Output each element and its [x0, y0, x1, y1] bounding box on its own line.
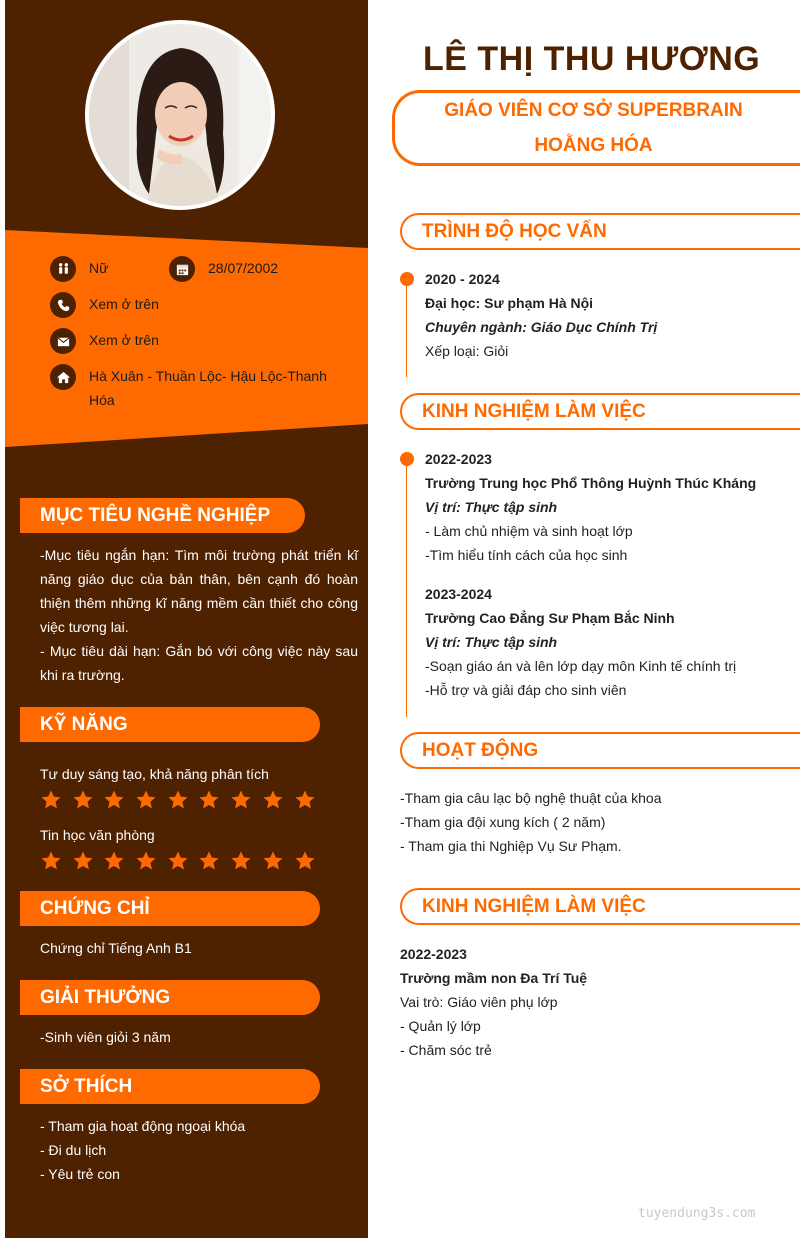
timeline-dot [400, 272, 414, 286]
job-organization: Trường Trung học Phổ Thông Huỳnh Thúc Kháng [425, 475, 757, 491]
star-icon [167, 789, 189, 811]
job-period: 2023-2024 [425, 586, 492, 602]
certificates-heading: CHỨNG CHỈ [20, 891, 320, 926]
address-line-1: Hà Xuân - Thuần Lộc- Hậu Lộc-Thanh [89, 368, 327, 384]
objective-line: thiện thêm những kĩ năng mềm cần thiết cho công [40, 595, 358, 611]
calendar-icon [169, 256, 195, 282]
email-text: Xem ở trên [89, 332, 159, 348]
education-heading: TRÌNH ĐỘ HỌC VẤN [400, 213, 800, 250]
gender-icon [50, 256, 76, 282]
job-task: - Quản lý lớp [400, 1018, 481, 1034]
star-icon [198, 850, 220, 872]
hobby-item: - Tham gia hoạt động ngoại khóa [40, 1118, 246, 1134]
star-icon [230, 789, 252, 811]
job-task: -Soạn giáo án và lên lớp dạy môn Kinh tế chính trị [425, 658, 737, 674]
skill-rating [40, 850, 325, 872]
activity-item: -Tham gia câu lạc bộ nghệ thuật của khoa [400, 790, 662, 806]
email-row [50, 328, 159, 354]
star-icon [167, 850, 189, 872]
job-task: - Chăm sóc trẻ [400, 1042, 492, 1058]
hobbies-list [40, 1114, 358, 1186]
star-icon [262, 789, 284, 811]
star-icon [135, 789, 157, 811]
activity-item: - Tham gia thi Nghiệp Vụ Sư Phạm. [400, 838, 622, 854]
birthdate-text: 28/07/2002 [208, 260, 279, 276]
objective-line: - Mục tiêu dài hạn: Gắn bó với công việc này sau [40, 643, 358, 659]
address-row [50, 364, 327, 412]
mail-icon [50, 328, 76, 354]
education-major: Chuyên ngành: Giáo Dục Chính Trị [425, 319, 658, 335]
star-icon [294, 789, 316, 811]
skill-label: Tin học văn phòng [40, 827, 155, 843]
timeline-line [406, 459, 407, 717]
star-icon [262, 850, 284, 872]
star-icon [40, 789, 62, 811]
hobby-item: - Yêu trẻ con [40, 1166, 120, 1182]
star-icon [103, 789, 125, 811]
objective-text [40, 543, 358, 687]
skill-rating [40, 789, 325, 811]
candidate-name: LÊ THỊ THU HƯƠNG [423, 40, 761, 78]
education-grade: Xếp loại: Giỏi [425, 343, 509, 359]
job-task: - Làm chủ nhiệm và sinh hoạt lớp [425, 523, 633, 539]
job-period: 2022-2023 [425, 451, 492, 467]
hobbies-heading: SỞ THÍCH [20, 1069, 320, 1104]
birthdate-row [169, 256, 278, 282]
experience-heading-2: KINH NGHIỆM LÀM VIỆC [400, 888, 800, 925]
activity-item: -Tham gia đội xung kích ( 2 năm) [400, 814, 606, 830]
address-line-2: Hóa [89, 392, 115, 408]
job-role: Vai trò: Giáo viên phụ lớp [400, 994, 558, 1010]
gender-row [50, 256, 108, 282]
watermark: tuyendung3s.com [638, 1206, 756, 1221]
star-icon [72, 850, 94, 872]
awards-heading: GIẢI THƯỞNG [20, 980, 320, 1015]
job-period: 2022-2023 [400, 946, 467, 962]
star-icon [135, 850, 157, 872]
timeline-dot [400, 452, 414, 466]
address-text [89, 364, 327, 412]
star-icon [72, 789, 94, 811]
avatar-frame [85, 20, 275, 210]
objective-line: năng giáo dục của bản thân, bên cạnh đó hoàn [40, 571, 358, 587]
certificate-item: Chứng chỉ Tiếng Anh B1 [40, 940, 192, 956]
star-icon [294, 850, 316, 872]
job-organization: Trường Cao Đẳng Sư Phạm Bắc Ninh [425, 610, 675, 626]
star-icon [198, 789, 220, 811]
job-role: Vị trí: Thực tập sinh [425, 634, 558, 650]
gender-text: Nữ [89, 260, 109, 276]
objective-line: khi ra trường. [40, 667, 125, 683]
job-title-line-2: HOẰNG HÓA [534, 135, 653, 156]
star-icon [230, 850, 252, 872]
job-title-line-1: GIÁO VIÊN CƠ SỞ SUPERBRAIN [444, 100, 743, 121]
activities-heading: HOẠT ĐỘNG [400, 732, 800, 769]
award-item: -Sinh viên giỏi 3 năm [40, 1029, 171, 1045]
education-period: 2020 - 2024 [425, 271, 500, 287]
home-icon [50, 364, 76, 390]
star-icon [103, 850, 125, 872]
objective-line: việc tương lai. [40, 619, 129, 635]
avatar [89, 24, 271, 206]
experience-heading: KINH NGHIỆM LÀM VIỆC [400, 393, 800, 430]
phone-text: Xem ở trên [89, 296, 159, 312]
job-organization: Trường mầm non Đa Trí Tuệ [400, 970, 588, 986]
hobby-item: - Đi du lịch [40, 1142, 107, 1158]
timeline-line [406, 279, 407, 377]
job-task: -Hỗ trợ và giải đáp cho sinh viên [425, 682, 627, 698]
star-icon [40, 850, 62, 872]
skills-heading: KỸ NĂNG [20, 707, 320, 742]
job-task: -Tìm hiểu tính cách của học sinh [425, 547, 628, 563]
skill-label: Tư duy sáng tạo, khả năng phân tích [40, 766, 269, 782]
left-sidebar [5, 0, 368, 1238]
job-role: Vị trí: Thực tập sinh [425, 499, 558, 515]
phone-row [50, 292, 159, 318]
job-title-box [392, 90, 800, 166]
objective-line: -Mục tiêu ngắn hạn: Tìm môi trường phát triển kĩ [40, 547, 358, 563]
education-school: Đại học: Sư phạm Hà Nội [425, 295, 594, 311]
objective-heading: MỤC TIÊU NGHỀ NGHIỆP [20, 498, 305, 533]
phone-icon [50, 292, 76, 318]
